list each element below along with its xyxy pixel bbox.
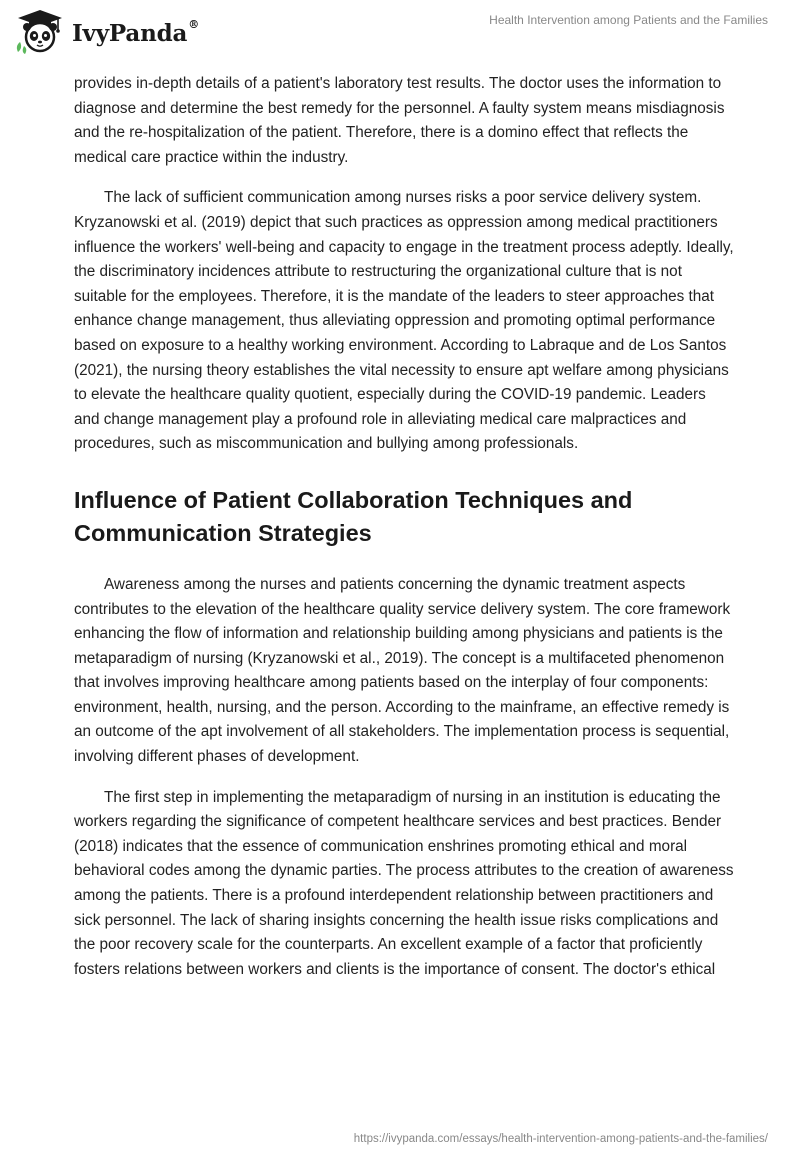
brand-name: IvyPanda®: [72, 17, 199, 47]
paragraph: The first step in implementing the metaparadigm of nursing in an institution is educating the workers regarding the significance of competent healthcare services and best practices. Bender (2018) indicates that the essence of communication enshrines promoting ethical and moral behavioral codes among the dynamic parties. The process attributes to the creation of awareness among the patients. There is a profound interdependent relationship between practitioners and sick personnel. The lack of sharing insights concerning the health issue risks complications and the poor recovery scale for the counterparts. An excellent example of a factor that proficiently fosters relations between workers and clients is the importance of consent. The doctor's ethical: [74, 788, 734, 978]
paragraph: Awareness among the nurses and patients concerning the dynamic treatment aspects contributes to the elevation of the healthcare quality service delivery system. The core framework enhancing the flow of information and relationship building among physicians and patients is the metaparadigm of nursing (Kryzanowski et al., 2019). The concept is a multifaceted phenomenon that involves improving healthcare among patients based on the interplay of four components: environment, health, nursing, and the person. According to the mainframe, an effective remedy is an outcome of the apt involvement of all stakeholders. The implementation process is sequential, involving different phases of development.: [74, 575, 731, 766]
essay-body: [74, 72, 734, 982]
document-title: Health Intervention among Patients and the Families: [489, 13, 768, 27]
brand-logo[interactable]: [14, 8, 199, 54]
source-url[interactable]: https://ivypanda.com/essays/health-intervention-among-patients-and-the-families/: [353, 1133, 768, 1145]
page-header: [0, 0, 800, 60]
paragraph: provides in-depth details of a patient's laboratory test results. The doctor uses the information to diagnose and determine the best remedy for the personnel. A faulty system means misdiagnosis and the re-hospitalization of the patient. Therefore, there is a domino effect that reflects the medical care practice within the industry.: [74, 75, 725, 166]
panda-graduate-logo-icon: [14, 8, 66, 54]
paragraph: The lack of sufficient communication among nurses risks a poor service delivery system. Kryzanowski et al. (2019) depict that such practices as oppression among medical practitioners influence the workers' well-being and capacity to engage in the treatment process adeptly. Ideally, the discriminatory incidences attribute to restructuring the organizational culture that is not suitable for the employees. Therefore, it is the mandate of the leaders to steer approaches that enhance change management, thus alleviating oppression and promoting optimal performance based on exposure to a healthy working environment. According to Labraque and de Los Santos (2021), the nursing theory establishes the vital necessity to ensure apt welfare among physicians to elevate the healthcare quality quotient, especially during the COVID-19 pandemic. Leaders and change management play a profound role in alleviating medical care malpractices and procedures, such as miscommunication and bullying among professionals.: [74, 189, 734, 453]
section-heading: Influence of Patient Collaboration Techniques and Communication Strategies: [74, 486, 633, 546]
